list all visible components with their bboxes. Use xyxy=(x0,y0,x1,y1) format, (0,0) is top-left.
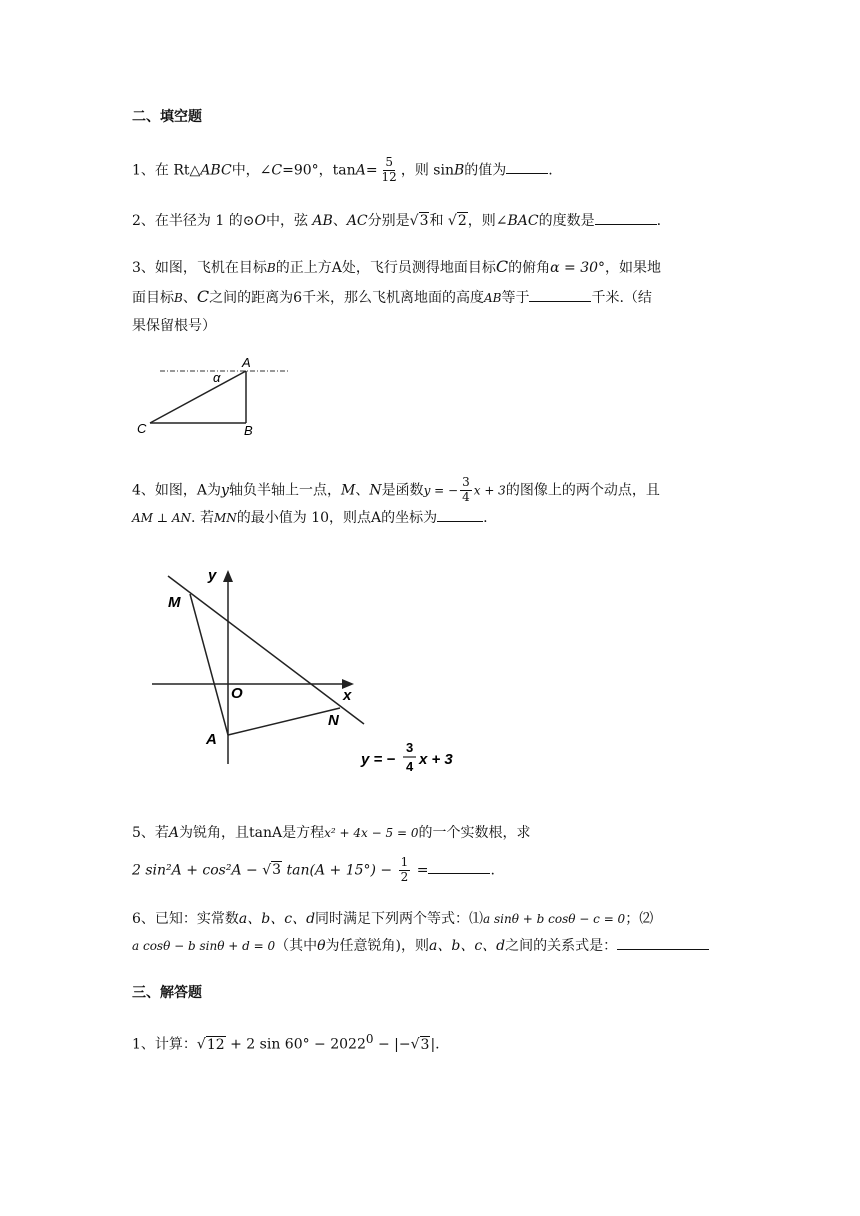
question-3: 3、如图，飞机在目标B的正上方A处，飞行员测得地面目标C的俯角α = 30°，如果地 面目标B、C之间的距离为6千米，那么飞机离地面的高度AB等于 千米.（结 果保留根号） xyxy=(132,257,662,334)
label-c: C xyxy=(137,421,147,436)
section-title-fill-blanks: 二、填空题 xyxy=(132,109,202,125)
fraction-5-12: $\frac{5}{12}$ xyxy=(381,155,397,184)
label-b: B xyxy=(244,423,253,438)
function-label-a: y = − xyxy=(361,751,396,768)
question-number: 1、 xyxy=(132,162,155,179)
answer-blank[interactable] xyxy=(529,287,591,302)
segment-an xyxy=(228,708,340,735)
answer-blank[interactable] xyxy=(437,507,483,522)
solve-question-1: 1、计算：√12 + 2 $\sin 60^\circ - 2022^0 - |-√3|$. xyxy=(132,1032,440,1053)
question-5: 5、若A为锐角，且tanA是方程x² + 4x − 5 = 0的一个实数根，求 xyxy=(132,825,531,841)
label-a: A xyxy=(242,355,251,370)
question-6: 6、已知：实常数a、b、c、d同时满足下列两个等式：⑴a sinθ + b cosθ − c = 0；⑵ a cosθ − b sinθ + d = 0（其中θ为任意锐角)，则a、b、c、d之间的关系式是： xyxy=(132,906,732,959)
figure-triangle-abc xyxy=(132,348,302,440)
answer-blank[interactable] xyxy=(595,210,657,225)
section-title-solve: 三、解答题 xyxy=(132,985,202,1001)
function-label-denominator: 4 xyxy=(406,759,414,774)
label-x: x xyxy=(343,687,352,704)
label-m: M xyxy=(168,594,181,611)
label-y: y xyxy=(208,567,217,584)
question-5-expression: 2 sin²A + cos²A − √3 tan(A + 15°) − $\frac{1}{2}$ = . xyxy=(132,855,495,884)
label-a: A xyxy=(206,731,217,748)
function-label-numerator: 3 xyxy=(406,740,414,755)
label-o: O xyxy=(231,685,243,702)
label-alpha: α xyxy=(213,370,221,385)
answer-blank[interactable] xyxy=(428,859,490,874)
fraction-3-4: $\frac{3}{4}$ xyxy=(462,475,470,504)
answer-blank[interactable] xyxy=(506,159,548,174)
function-label-b: x + 3 xyxy=(419,751,453,768)
line-graph xyxy=(168,576,364,724)
answer-blank[interactable] xyxy=(617,935,709,950)
label-n: N xyxy=(328,712,339,729)
question-2: 2、在半径为 1 的⊙O中，弦 AB、AC分别是√3和 √2，则∠BAC的度数是 . xyxy=(132,208,732,235)
y-axis-arrow-icon xyxy=(223,570,233,582)
question-4: 4、如图，A为y轴负半轴上一点，M、N是函数y = − $\frac{3}{4}$ x + 3的图像上的两个动点，且 AM ⊥ AN. 若MN的最小值为 10，则点A的坐标为 . xyxy=(132,475,660,526)
segment-am xyxy=(190,594,228,735)
fraction-1-2: $\frac{1}{2}$ xyxy=(400,855,409,884)
figure-coordinate-plane xyxy=(148,564,458,776)
question-1: 1、在 Rt△ABC中，∠C=90°，tanA= $\frac{5}{12}$ ，则 sinB的值为 . xyxy=(132,155,553,184)
segment-ca xyxy=(150,371,246,423)
